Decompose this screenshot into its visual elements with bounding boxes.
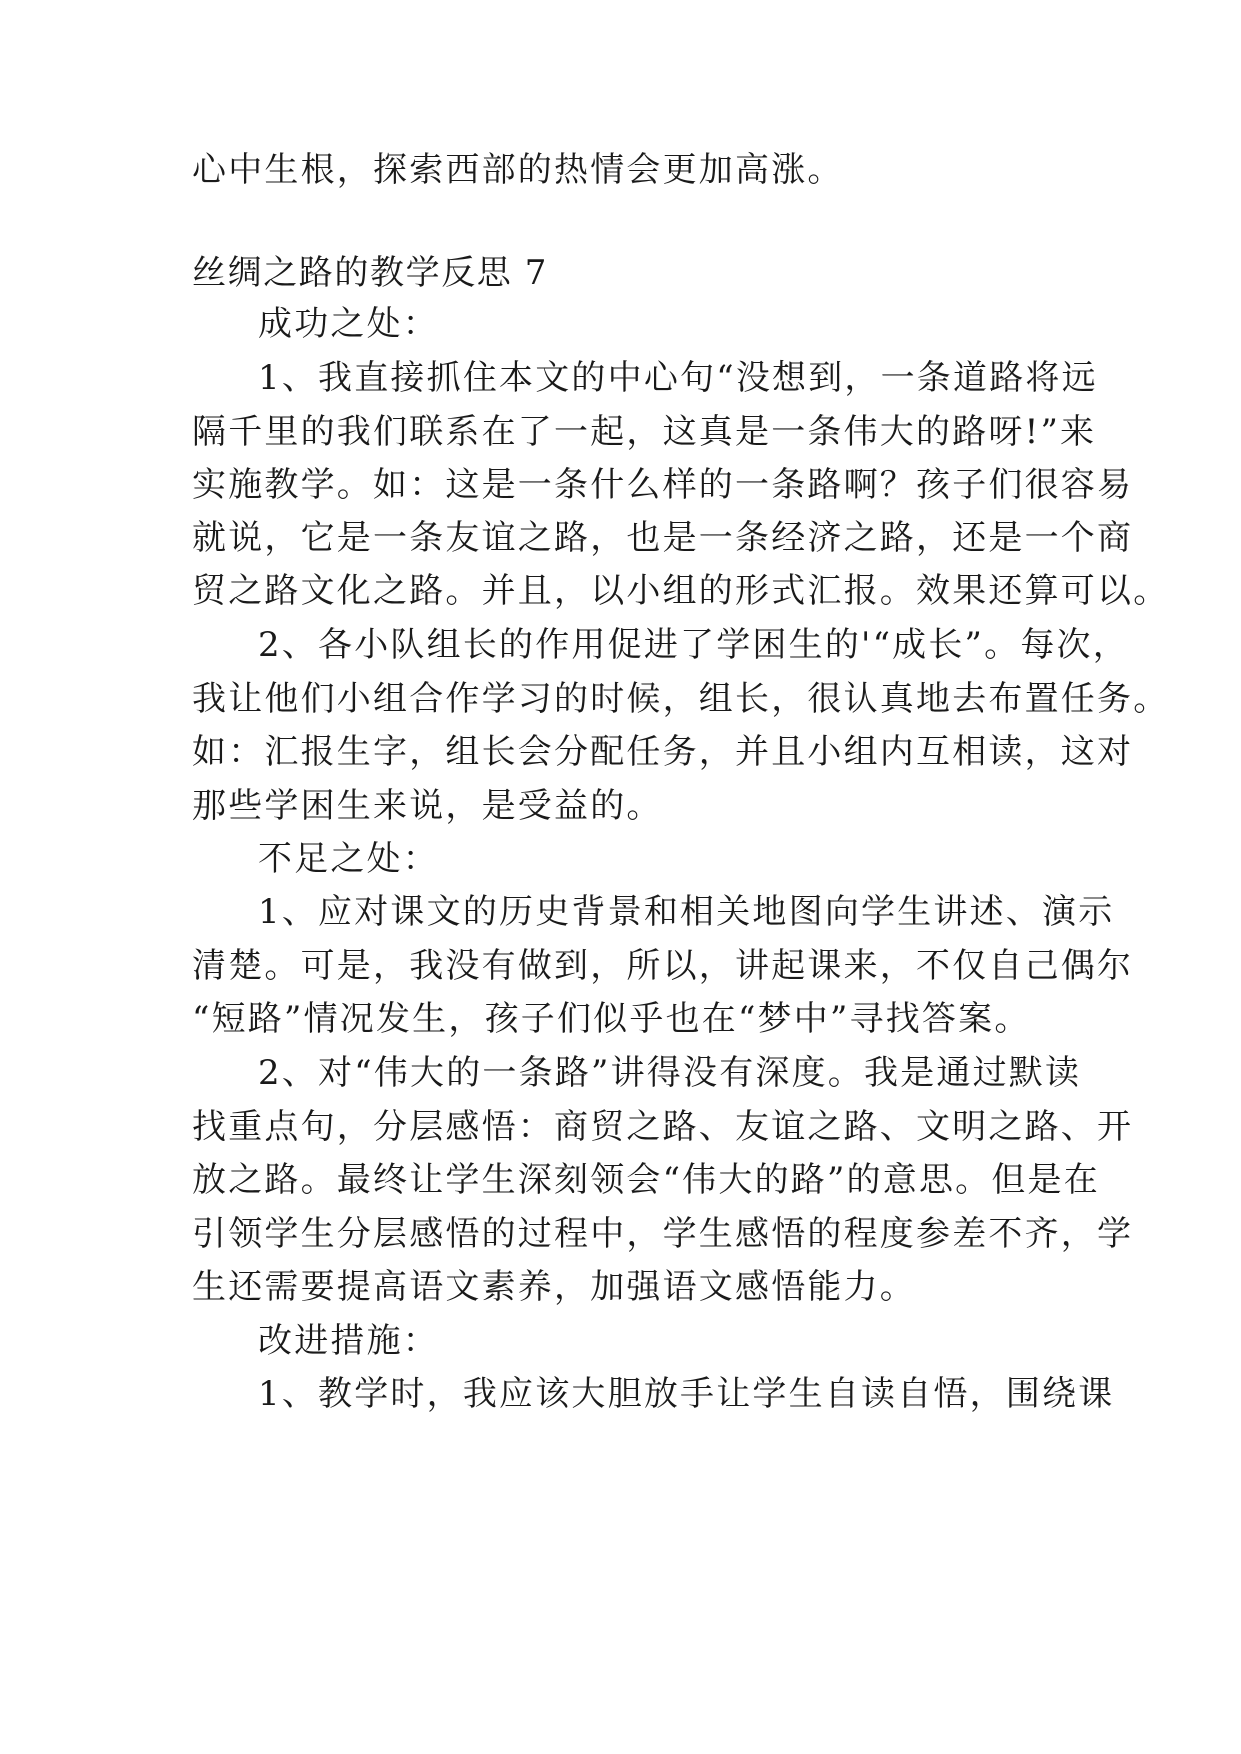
paragraph-line: 1、我直接抓住本文的中心句“没想到，一条道路将远 [258, 358, 1098, 398]
paragraph-line: 如：汇报生字，组长会分配任务，并且小组内互相读，这对 [192, 732, 1134, 772]
paragraph-line: 隔千里的我们联系在了一起，这真是一条伟大的路呀!”来 [192, 412, 1097, 452]
paragraph-line: 那些学困生来说，是受益的。 [192, 786, 663, 826]
paragraph-line: 贸之路文化之路。并且，以小组的形式汇报。效果还算可以。 [192, 571, 1170, 611]
paragraph-line: 找重点句，分层感悟：商贸之路、友谊之路、文明之路、开 [192, 1107, 1134, 1147]
subheading-success: 成功之处： [258, 304, 439, 344]
subheading-improvements: 改进措施： [258, 1321, 439, 1361]
paragraph-line: “短路”情况发生，孩子们似乎也在“梦中”寻找答案。 [192, 999, 1031, 1039]
paragraph-line: 就说，它是一条友谊之路，也是一条经济之路，还是一个商 [192, 518, 1134, 558]
paragraph-line: 2、各小队组长的作用促进了学困生的'“成长”。每次， [258, 625, 1129, 665]
section-title: 丝绸之路的教学反思 7 [192, 253, 549, 293]
paragraph-line: 清楚。可是，我没有做到，所以，讲起课来，不仅自己偶尔 [192, 946, 1134, 986]
paragraph-line: 2、对“伟大的一条路”讲得没有深度。我是通过默读 [258, 1053, 1082, 1093]
paragraph-line: 1、应对课文的历史背景和相关地图向学生讲述、演示 [258, 892, 1115, 932]
paragraph-line: 生还需要提高语文素养，加强语文感悟能力。 [192, 1267, 916, 1307]
paragraph-line: 我让他们小组合作学习的时候，组长，很认真地去布置任务。 [192, 679, 1170, 719]
paragraph-line: 实施教学。如：这是一条什么样的一条路啊？孩子们很容易 [192, 465, 1134, 505]
carryover-paragraph-line: 心中生根，探索西部的热情会更加高涨。 [192, 150, 844, 190]
paragraph-line: 1、教学时，我应该大胆放手让学生自读自悟，围绕课 [258, 1374, 1115, 1414]
paragraph-line: 放之路。最终让学生深刻领会“伟大的路”的意思。但是在 [192, 1160, 1100, 1200]
paragraph-line: 引领学生分层感悟的过程中，学生感悟的程度参差不齐，学 [192, 1214, 1134, 1254]
subheading-shortcomings: 不足之处： [258, 839, 439, 879]
